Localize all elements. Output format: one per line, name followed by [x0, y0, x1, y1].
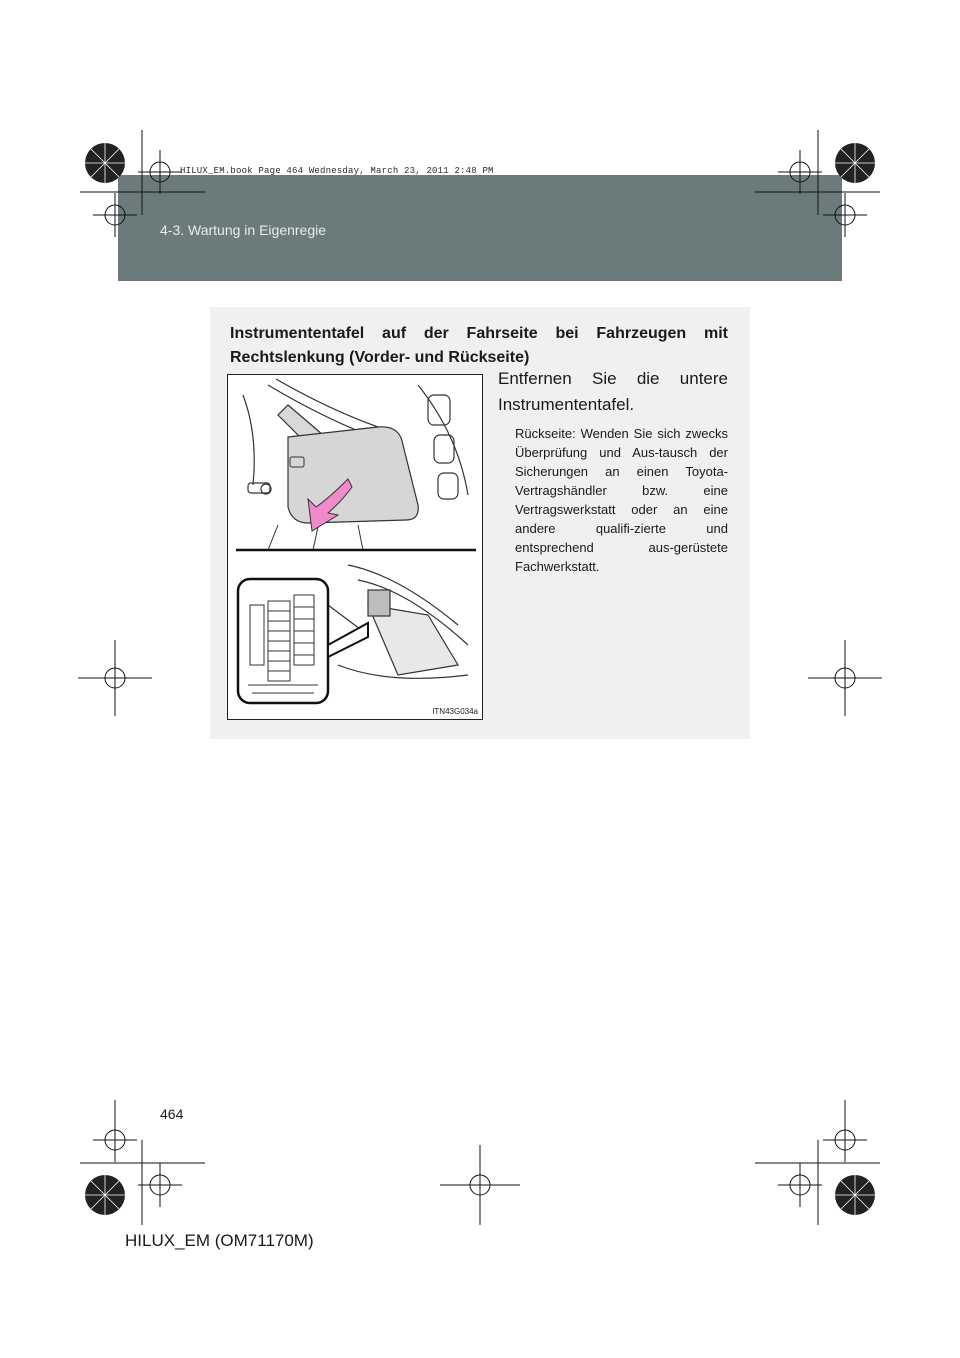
instruction-line-2: Instrumententafel.: [498, 395, 635, 414]
figure-code: ITN43G034a: [432, 707, 478, 716]
footer-document-code: HILUX_EM (OM71170M): [125, 1231, 314, 1250]
panel-heading: Instrumententafel auf der Fahrseite bei Fahrzeugen mit Rechtslenkung (Vorder- und Rückseite): [230, 325, 728, 366]
starburst-target-icon: [85, 143, 875, 1215]
section-title: 4-3. Wartung in Eigenregie: [160, 222, 327, 238]
crosshair-target-icon: [78, 150, 882, 1225]
instruction-line-1: Entfernen Sie die untere: [498, 369, 728, 388]
rear-side-note: Rückseite: Wenden Sie sich zwecks Überprüfung und Aus-tausch der Sicherungen an einen Toyota-Vertragshändler bzw. eine Vertragswerkstatt oder an eine andere qualifi-zierte und entsprechend aus-gerüstete Fachwerkstatt.: [515, 426, 728, 574]
book-info-line: HILUX_EM.book Page 464 Wednesday, March 23, 2011 2:48 PM: [180, 166, 494, 176]
page-number: 464: [160, 1106, 184, 1122]
